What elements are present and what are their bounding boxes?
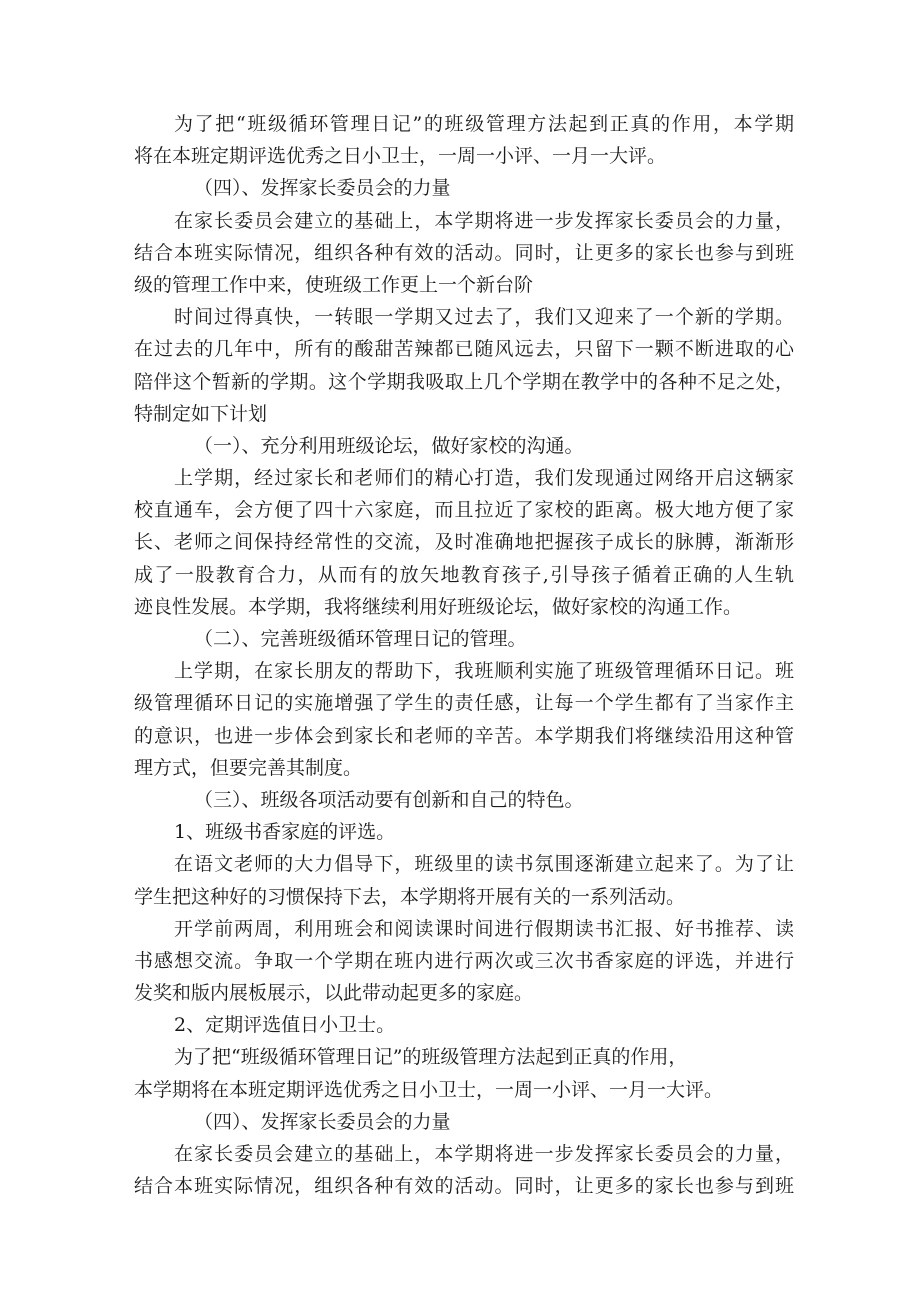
- text-line: 开学前两周，利用班会和阅读课时间进行假期读书汇报、好书推荐、读: [174, 917, 794, 940]
- text-line: 校直通车，会方便了四十六家庭，而且拉近了家校的距离。极大地方便了家: [134, 499, 794, 522]
- text-line: 的意识，也进一步体会到家长和老师的辛苦。本学期我们将继续沿用这种管: [134, 724, 794, 747]
- section-heading: （二）、完善班级循环管理日记的管理。: [194, 628, 527, 650]
- text-line: 理方式，但要完善其制度。: [134, 756, 363, 779]
- text-line: 为了把“班级循环管理日记”的班级管理方法起到正真的作用，本学期: [174, 113, 794, 135]
- text-line: 级管理循环日记的实施增强了学生的责任感，让每一个学生都有了当家作主: [134, 692, 794, 715]
- text-line: 将在本班定期评选优秀之日小卫士，一周一小评、一月一大评。: [134, 145, 667, 168]
- text-line: 在家长委员会建立的基础上，本学期将进一步发挥家长委员会的力量，: [174, 1143, 794, 1165]
- text-line: 在语文老师的大力倡导下，班级里的读书氛围逐渐建立起来了。为了让: [174, 853, 794, 876]
- section-heading: （一）、充分利用班级论坛，做好家校的沟通。: [194, 434, 584, 457]
- text-line: 2、定期评选值日小卫士。: [174, 1014, 396, 1037]
- text-line: 书感想交流。争取一个学期在班内进行两次或三次书香家庭的评选，并进行: [134, 949, 794, 972]
- text-line: 发奖和版内展板展示，以此带动起更多的家庭。: [134, 982, 534, 1005]
- text-line: 上学期，经过家长和老师们的精心打造，我们发现通过网络开启这辆家: [174, 467, 794, 490]
- text-line: 为了把“班级循环管理日记”的班级管理方法起到正真的作用，: [174, 1046, 688, 1069]
- text-line: 迹良性发展。本学期，我将继续利用好班级论坛，做好家校的沟通工作。: [134, 595, 743, 618]
- text-line: 1、班级书香家庭的评选。: [174, 821, 396, 844]
- text-line: 本学期将在本班定期评选优秀之日小卫士，一周一小评、一月一大评。: [134, 1078, 724, 1101]
- text-line: 学生把这种好的习惯保持下去，本学期将开展有关的一系列活动。: [134, 885, 686, 908]
- text-line: 在家长委员会建立的基础上，本学期将进一步发挥家长委员会的力量，: [174, 209, 794, 232]
- text-line: 结合本班实际情况，组织各种有效的活动。同时，让更多的家长也参与到班: [134, 1175, 794, 1198]
- text-line: 结合本班实际情况，组织各种有效的活动。同时，让更多的家长也参与到班: [134, 241, 794, 264]
- section-heading: （三）、班级各项活动要有创新和自己的特色。: [194, 788, 584, 811]
- section-heading: （四）、发挥家长委员会的力量: [194, 1110, 451, 1133]
- section-heading: （四）、发挥家长委员会的力量: [194, 177, 451, 200]
- text-line: 级的管理工作中来，使班级工作更上一个新台阶: [134, 273, 534, 296]
- text-line: 上学期，在家长朋友的帮助下，我班顺利实施了班级管理循环日记。班: [174, 660, 794, 683]
- text-line: 陪伴这个暂新的学期。这个学期我吸取上几个学期在教学中的各种不足之处，: [134, 370, 794, 393]
- text-line: 长、老师之间保持经常性的交流，及时准确地把握孩子成长的脉膊，渐渐形: [134, 531, 794, 554]
- text-line: 时间过得真快，一转眼一学期又过去了，我们又迎来了一个新的学期。: [174, 306, 794, 329]
- text-line: 成了一股教育合力，从而有的放矢地教育孩子,引导孩子循着正确的人生轨: [134, 563, 794, 586]
- document-body: [134, 108, 794, 1202]
- text-line: 在过去的几年中，所有的酸甜苦辣都已随风远去，只留下一颗不断进取的心: [134, 338, 794, 361]
- text-line: 特制定如下计划: [134, 402, 268, 425]
